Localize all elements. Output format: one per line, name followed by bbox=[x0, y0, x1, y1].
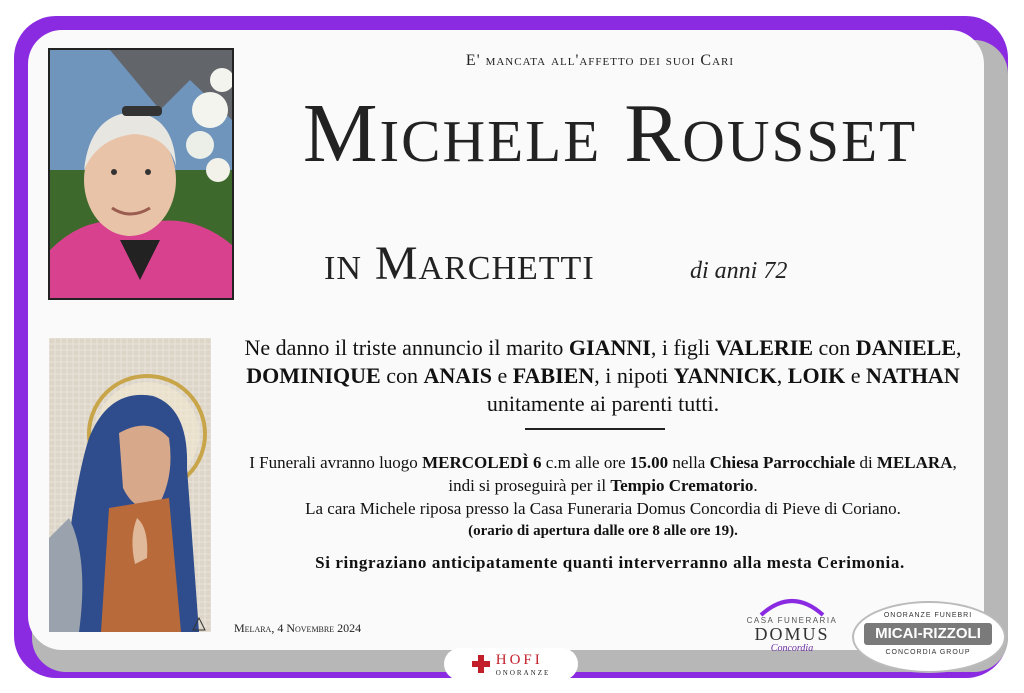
portrait-photo bbox=[48, 48, 234, 300]
text-fragment: , i figli bbox=[650, 335, 716, 360]
announcement-line-2 bbox=[216, 362, 990, 390]
married-name: in Marchetti bbox=[324, 237, 595, 290]
text-fragment: e bbox=[491, 363, 513, 388]
announcement-line-3: unitamente ai parenti tutti. bbox=[486, 391, 720, 416]
text-fragment: c.m alle ore bbox=[541, 453, 630, 472]
text-fragment: con bbox=[380, 363, 424, 388]
domus-subtitle: Concordia bbox=[770, 643, 814, 654]
spouse-name: GIANNI bbox=[568, 335, 651, 360]
text-fragment: indi si proseguirà per il bbox=[448, 476, 611, 495]
hofi-cross-icon bbox=[472, 655, 490, 673]
text-fragment: , bbox=[952, 453, 957, 472]
domus-arc-icon bbox=[757, 593, 827, 617]
funeral-line-2 bbox=[210, 474, 996, 497]
opening-hours bbox=[210, 520, 996, 543]
town-name: MELARA bbox=[876, 453, 953, 472]
relative-name: FABIEN bbox=[512, 363, 595, 388]
text-fragment: , bbox=[776, 363, 788, 388]
age-text: di anni 72 bbox=[690, 258, 788, 284]
micai-name: MICAI-RIZZOLI bbox=[864, 623, 992, 645]
divider-line bbox=[525, 428, 665, 430]
micai-top-text: ONORANZE FUNEBRI bbox=[883, 612, 973, 619]
deceased-name: Michele Rousset bbox=[302, 87, 918, 180]
funeral-time: 15.00 bbox=[629, 453, 669, 472]
child-name: DOMINIQUE bbox=[246, 363, 381, 388]
micai-rizzoli-logo bbox=[852, 601, 1006, 673]
text-fragment: con bbox=[813, 335, 856, 360]
domus-logo bbox=[744, 593, 840, 654]
text-fragment: I Funerali avranno luogo bbox=[249, 453, 423, 472]
funeral-line-1 bbox=[210, 451, 996, 474]
child-name: DANIELE bbox=[855, 335, 957, 360]
grandchild-name: LOIK bbox=[787, 363, 846, 388]
hofi-subtitle: ONORANZE bbox=[495, 669, 551, 677]
text-fragment: di bbox=[855, 453, 877, 472]
announcement-paragraph bbox=[216, 334, 990, 418]
text-fragment: e bbox=[845, 363, 866, 388]
funeral-line-3: La cara Michele riposa presso la Casa Funeraria Domus Concordia di Pieve di Coriano. bbox=[305, 499, 901, 518]
church-name: Chiesa Parrocchiale bbox=[709, 453, 856, 472]
domus-name: DOMUS bbox=[754, 624, 830, 644]
relative-name: ANAIS bbox=[423, 363, 492, 388]
text-fragment: nella bbox=[668, 453, 710, 472]
grandchild-name: NATHAN bbox=[866, 363, 960, 388]
opening-hours-text: (orario di apertura dalle ore 8 alle ore 19). bbox=[468, 523, 738, 539]
thanks-text: Si ringraziano anticipatamente quanti interverranno alla mesta Cerimonia. bbox=[315, 553, 905, 572]
funeral-day: MERCOLEDÌ 6 bbox=[422, 453, 542, 472]
child-name: VALERIE bbox=[715, 335, 814, 360]
crematorium-name: Tempio Crematorio bbox=[610, 476, 754, 495]
hofi-logo bbox=[444, 648, 578, 680]
announcement-line-1 bbox=[216, 334, 990, 362]
micai-bottom-text: CONCORDIA GROUP bbox=[885, 649, 971, 656]
funeral-details bbox=[210, 451, 996, 543]
hofi-name: HOFI bbox=[495, 652, 543, 668]
intro-text: E' mancata all'affetto dei suoi Cari bbox=[465, 52, 735, 69]
text-fragment: , bbox=[956, 335, 962, 360]
place-date: Melara, 4 Novembre 2024 bbox=[234, 621, 362, 635]
madonna-mosaic-image bbox=[49, 338, 211, 632]
text-fragment: Ne danno il triste annuncio il marito bbox=[244, 335, 569, 360]
text-fragment: , i nipoti bbox=[594, 363, 674, 388]
domus-top-text: CASA FUNERARIA bbox=[746, 616, 838, 625]
text-fragment: . bbox=[753, 476, 758, 495]
grandchild-name: YANNICK bbox=[673, 363, 777, 388]
